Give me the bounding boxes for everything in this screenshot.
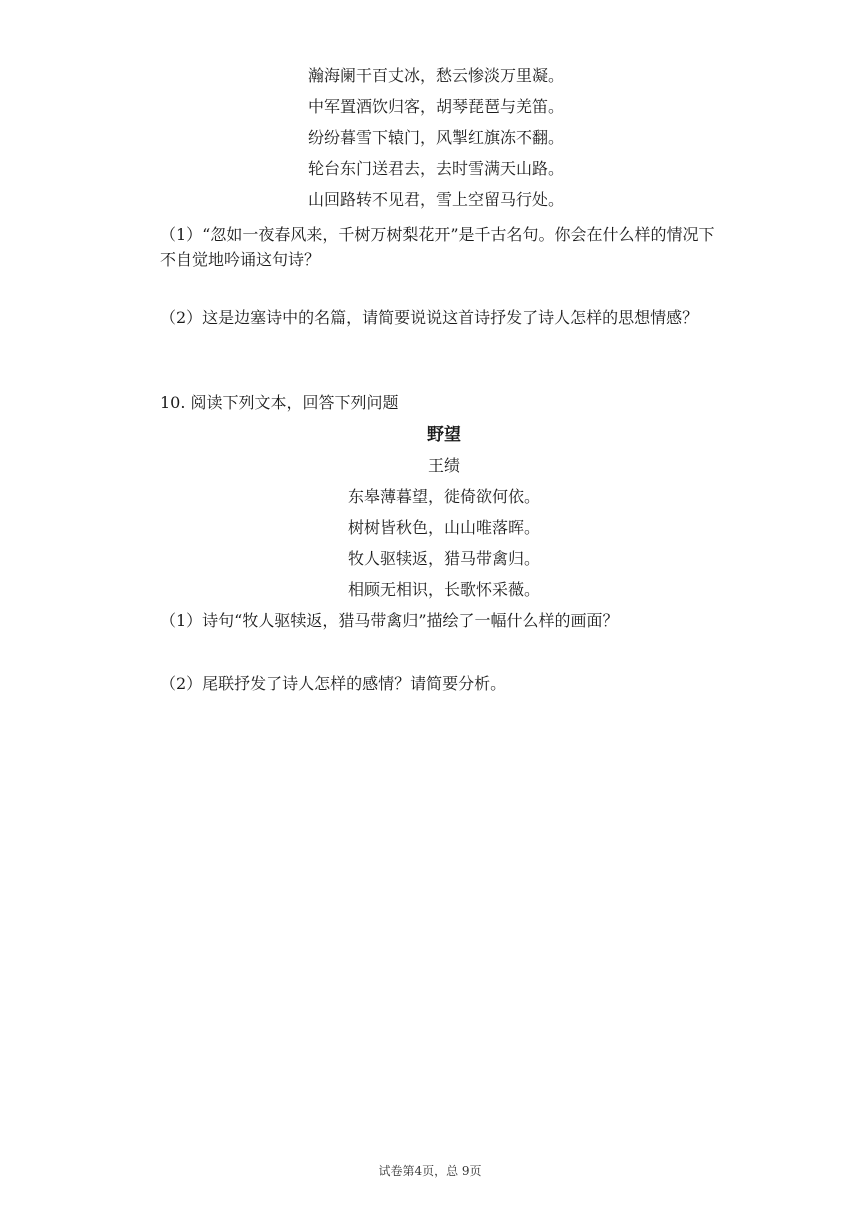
poem1-question-1: （1）“忽如一夜春风来，千树万树梨花开”是千古名句。你会在什么样的情况下不自觉地吟诵这句诗？ xyxy=(160,225,715,269)
poem1-line: 轮台东门送君去，去时雪满天山路。 xyxy=(308,159,565,178)
poem1-line: 山回路转不见君，雪上空留马行处。 xyxy=(308,190,565,209)
poem2-question-2: （2）尾联抒发了诗人怎样的感情？请简要分析。 xyxy=(160,674,507,693)
poem2-title: 野望 xyxy=(427,425,461,445)
poem2-question-1: （1）诗句“牧人驱犊返，猎马带禽归”描绘了一幅什么样的画面？ xyxy=(160,611,619,630)
poem2-line: 东皋薄暮望，徙倚欲何依。 xyxy=(347,487,540,506)
page-footer: 试卷第4页，总 9页 xyxy=(378,1164,482,1178)
poem2-line: 相顾无相识，长歌怀采薇。 xyxy=(347,580,540,599)
poem2-line: 树树皆秋色，山山唯落晖。 xyxy=(347,518,540,537)
poem1-line: 瀚海阑干百丈冰，愁云惨淡万里凝。 xyxy=(308,66,565,85)
poem2-author: 王绩 xyxy=(427,456,460,475)
poem1-line: 中军置酒饮归客，胡琴琵琶与羌笛。 xyxy=(308,97,565,116)
poem2-line: 牧人驱犊返，猎马带禽归。 xyxy=(347,549,540,568)
poem1-line: 纷纷暮雪下辕门，风掣红旗冻不翻。 xyxy=(308,128,565,147)
poem1-question-2: （2）这是边塞诗中的名篇，请简要说说这首诗抒发了诗人怎样的思想情感？ xyxy=(160,308,699,327)
question-10-heading: 10. 阅读下列文本，回答下列问题 xyxy=(160,393,399,412)
